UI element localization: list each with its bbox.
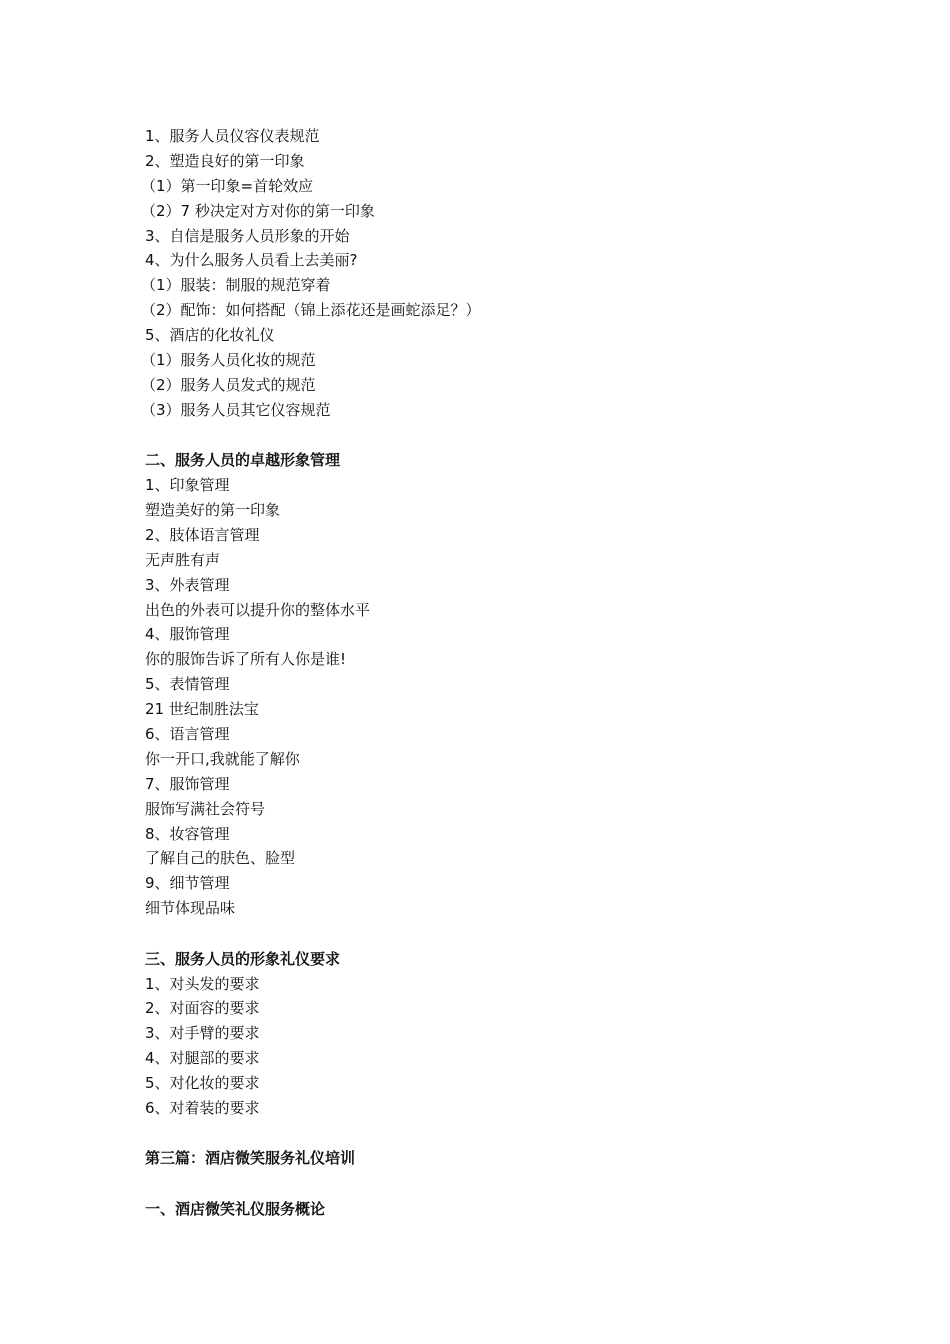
list-item: 5、酒店的化妆礼仪 — [145, 326, 275, 345]
list-item: 服饰写满社会符号 — [145, 799, 266, 818]
list-item: 你的服饰告诉了所有人你是谁! — [145, 650, 347, 669]
list-item: 细节体现品味 — [145, 899, 236, 918]
list-item: 6、对着装的要求 — [145, 1098, 260, 1117]
list-item: 6、语言管理 — [145, 724, 230, 743]
list-item: 4、为什么服务人员看上去美丽? — [145, 251, 358, 270]
list-item: 1、对头发的要求 — [145, 974, 260, 993]
paragraph-gap — [145, 921, 845, 947]
list-item: 5、表情管理 — [145, 675, 230, 694]
list-item: 3、自信是服务人员形象的开始 — [145, 226, 350, 245]
list-item: （1）服务人员化妆的规范 — [141, 351, 316, 370]
list-item: 2、对面容的要求 — [145, 999, 260, 1018]
section-heading: 三、服务人员的形象礼仪要求 — [145, 949, 341, 968]
list-item: 2、塑造良好的第一印象 — [145, 151, 305, 170]
paragraph-gap — [145, 1121, 845, 1147]
list-item: 无声胜有声 — [145, 550, 221, 569]
part-heading: 第三篇：酒店微笑服务礼仪培训 — [145, 1149, 356, 1168]
list-item: 7、服饰管理 — [145, 774, 230, 793]
list-item: 1、服务人员仪容仪表规范 — [145, 127, 320, 145]
list-item: 塑造美好的第一印象 — [145, 500, 281, 519]
list-item: （1）第一印象=首轮效应 — [141, 176, 314, 195]
paragraph-gap — [145, 423, 845, 449]
list-item: 了解自己的肤色、脸型 — [145, 849, 296, 868]
list-item: 4、对腿部的要求 — [145, 1049, 260, 1068]
list-item: （2）7 秒决定对方对你的第一印象 — [141, 201, 375, 220]
list-item: 出色的外表可以提升你的整体水平 — [145, 600, 371, 619]
list-item: 1、印象管理 — [145, 476, 230, 495]
list-item: 5、对化妆的要求 — [145, 1074, 260, 1093]
list-item: （2）服务人员发式的规范 — [141, 375, 316, 394]
list-item: （2）配饰：如何搭配（锦上添花还是画蛇添足？） — [141, 301, 481, 320]
list-item: 3、外表管理 — [145, 575, 230, 594]
list-item: 8、妆容管理 — [145, 824, 230, 843]
list-item: 4、服饰管理 — [145, 625, 230, 644]
paragraph-gap — [145, 1171, 845, 1197]
list-item: 你一开口,我就能了解你 — [145, 749, 300, 768]
list-item: 2、肢体语言管理 — [145, 525, 260, 544]
list-item: 3、对手臂的要求 — [145, 1024, 260, 1043]
list-item: （1）服装：制服的规范穿着 — [141, 276, 331, 295]
list-item: （3）服务人员其它仪容规范 — [141, 400, 331, 419]
section-heading: 一、酒店微笑礼仪服务概论 — [145, 1199, 326, 1218]
list-item: 21 世纪制胜法宝 — [145, 700, 259, 719]
section-heading: 二、服务人员的卓越形象管理 — [145, 451, 341, 470]
document-body — [141, 124, 845, 1222]
list-item: 9、细节管理 — [145, 874, 230, 893]
